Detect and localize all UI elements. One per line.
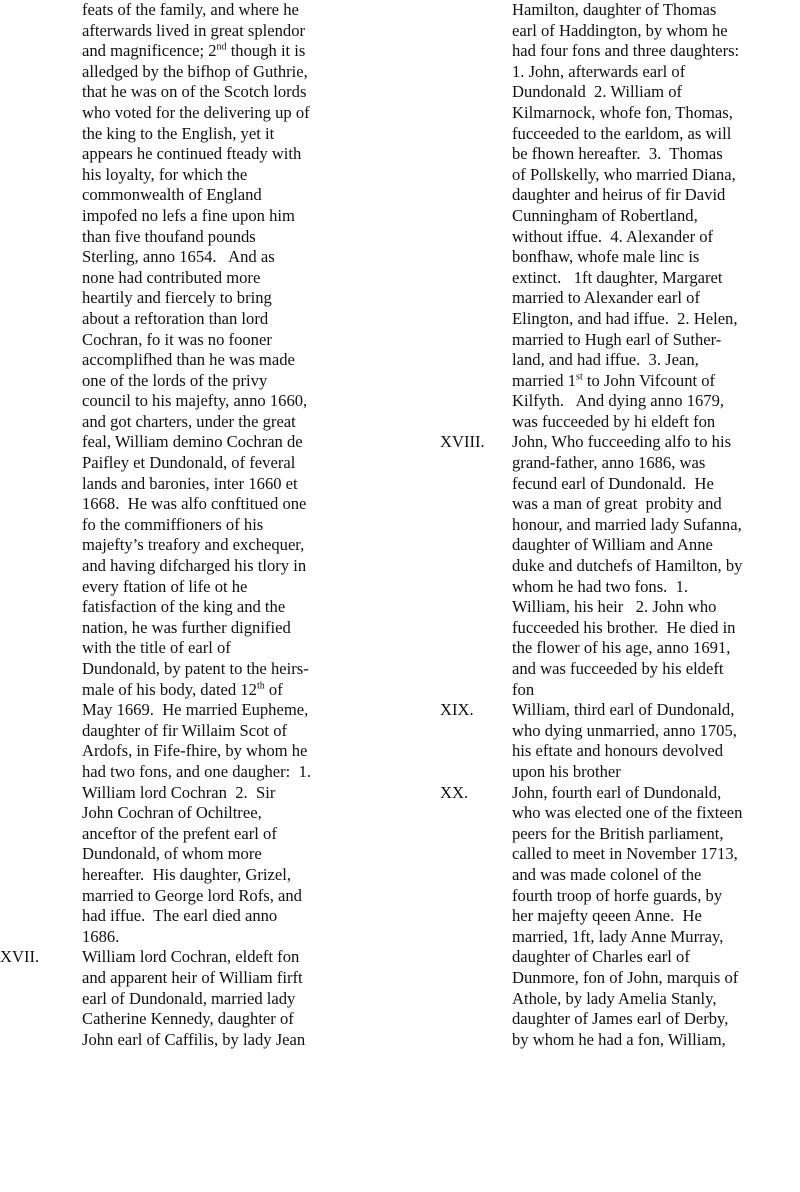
text-line: had two fons, and one daugher: 1. — [82, 761, 312, 781]
text-line: impofed no lefs a fine upon him — [82, 205, 295, 225]
text-line-with-superscript — [0, 41, 400, 62]
text-line: Kilfyth. And dying anno 1679, — [512, 391, 725, 411]
text-fragment: though it is — [226, 41, 306, 61]
text-line: alledged by the bifhop of Guthrie, — [82, 61, 308, 81]
text-line: none had contributed more — [82, 267, 261, 287]
text-line: peers for the British parliament, — [512, 823, 724, 843]
text-line: Sterling, anno 1654. And as — [82, 247, 275, 267]
text-line-with-superscript — [0, 680, 400, 701]
text-line: afterwards lived in great splendor — [82, 20, 306, 40]
superscript-nd: nd — [216, 41, 227, 53]
text-line: majefty’s treafory and exchequer, — [82, 535, 305, 555]
text-line: Hamilton, daughter of Thomas — [512, 0, 717, 19]
text-fragment: married 1 — [512, 370, 577, 390]
text-line: feal, William demino Cochran de — [82, 432, 303, 452]
left-continuation-text — [0, 0, 400, 947]
text-line: fatisfaction of the king and the — [82, 597, 286, 617]
text-line: John, Who fucceeding alfo to his — [512, 432, 732, 452]
text-line: had iffue. The earl died anno — [82, 906, 278, 926]
text-line: hereafter. His daughter, Grizel, — [82, 864, 291, 884]
text-line: his loyalty, for which the — [82, 164, 248, 184]
genealogy-entry-xx — [440, 783, 800, 1051]
text-line: John Cochran of Ochiltree, — [82, 803, 262, 823]
text-line: had four fons and three daughters: — [512, 41, 740, 61]
text-line: heartily and fiercely to bring — [82, 288, 272, 308]
text-line: about a reftoration than lord — [82, 308, 269, 328]
text-line: earl of Dundonald, married lady — [82, 988, 296, 1008]
text-line: was a man of great probity and — [512, 494, 722, 514]
text-line: married to George lord Rofs, and — [82, 885, 302, 905]
text-line: earl of Haddington, by whom he — [512, 20, 728, 40]
superscript-th: th — [256, 680, 265, 692]
text-line: and was made colonel of the — [512, 864, 702, 884]
genealogy-entry-xviii — [440, 432, 800, 700]
text-line: council to his majefty, anno 1660, — [82, 391, 308, 411]
text-line: who was elected one of the fixteen — [512, 803, 743, 823]
text-line: and got charters, under the great — [82, 411, 296, 431]
genealogy-entry-xvii — [0, 947, 400, 1050]
text-line: appears he continued fteady with — [82, 144, 302, 164]
text-line: May 1669. He married Eupheme, — [82, 700, 309, 720]
text-line: Dundonald, of whom more — [82, 844, 262, 864]
text-line: called to meet in November 1713, — [512, 844, 738, 864]
text-fragment: and magnificence; 2 — [82, 41, 217, 61]
text-line: upon his brother — [512, 761, 621, 781]
text-line: his eftate and honours devolved — [512, 741, 724, 761]
text-line: one of the lords of the privy — [82, 370, 268, 390]
text-line-with-superscript — [440, 371, 800, 392]
text-line: Athole, by lady Amelia Stanly, — [512, 988, 717, 1008]
left-column — [0, 0, 400, 1050]
text-line: daughter of Charles earl of — [512, 947, 690, 967]
text-line: that he was on of the Scotch lords — [82, 82, 307, 102]
text-line: be fhown hereafter. 3. Thomas — [512, 144, 723, 164]
text-line: whom he had two fons. 1. — [512, 576, 689, 596]
text-line: daughter of fir Willaim Scot of — [82, 720, 288, 740]
text-line: William, third earl of Dundonald, — [512, 700, 735, 720]
entry-text — [512, 700, 800, 782]
text-line: and apparent heir of William firft — [82, 967, 303, 987]
text-line: with the title of earl of — [82, 638, 231, 658]
text-line: John earl of Caffilis, by lady Jean — [82, 1029, 306, 1049]
text-line: Catherine Kennedy, daughter of — [82, 1009, 294, 1029]
text-line: William lord Cochran 2. Sir — [82, 782, 276, 802]
entry-text — [512, 783, 800, 1051]
superscript-st: st — [576, 371, 583, 383]
text-line: than five thoufand pounds — [82, 226, 256, 246]
text-line: daughter and heirus of fir David — [512, 185, 726, 205]
text-line: nation, he was further dignified — [82, 617, 291, 637]
text-line: 1. John, afterwards earl of — [512, 61, 686, 81]
text-line: by whom he had a fon, William, — [512, 1029, 726, 1049]
text-line: fucceeded his brother. He died in — [512, 617, 736, 637]
text-line: Dundonald 2. William of — [512, 82, 683, 102]
text-line: of Pollskelly, who married Diana, — [512, 164, 736, 184]
text-line: Dundonald, by patent to the heirs- — [82, 659, 309, 678]
text-line: William lord Cochran, eldeft fon — [82, 947, 300, 967]
text-line: who dying unmarried, anno 1705, — [512, 720, 737, 740]
text-line: her majefty qeeen Anne. He — [512, 906, 702, 926]
entry-text — [82, 947, 400, 1050]
text-line: commonwealth of England — [82, 185, 262, 205]
entry-numeral: XVIII. — [440, 432, 485, 452]
text-line: Cochran, fo it was no fooner — [82, 329, 272, 349]
text-line: lands and baronies, inter 1660 et — [82, 473, 298, 493]
text-line: extinct. 1ft daughter, Margaret — [512, 267, 723, 287]
text-line: without iffue. 4. Alexander of — [512, 226, 714, 246]
text-line: bonfhaw, whofe male linc is — [512, 247, 700, 267]
text-line: the king to the English, yet it — [82, 123, 275, 143]
text-line: married to Alexander earl of — [512, 288, 700, 308]
text-fragment: of — [264, 679, 283, 699]
entry-text — [512, 432, 800, 700]
entry-numeral: XX. — [440, 782, 469, 802]
text-line: Paifley et Dundonald, of feveral — [82, 453, 296, 473]
genealogy-entry-xix — [440, 700, 800, 782]
text-line: and having difcharged his tlory in — [82, 556, 307, 576]
text-line: fo the commiffioners of his — [82, 514, 264, 534]
text-line: the flower of his age, anno 1691, — [512, 638, 731, 658]
text-line: fon — [512, 679, 535, 699]
text-line: 1668. He was alfo conftitued one — [82, 494, 307, 514]
text-line: anceftor of the prefent earl of — [82, 823, 277, 843]
text-line: 1686. — [82, 926, 120, 946]
text-line: land, and had iffue. 3. Jean, — [512, 350, 699, 370]
text-line: feats of the family, and where he — [82, 0, 299, 19]
text-line: Ardofs, in Fife-fhire, by whom he — [82, 741, 308, 761]
text-line: who voted for the delivering up of — [82, 102, 310, 122]
text-line: fucceeded to the earldom, as will — [512, 123, 732, 143]
text-line: daughter of William and Anne — [512, 535, 713, 555]
text-line: married, 1ft, lady Anne Murray, — [512, 926, 724, 946]
text-line: married to Hugh earl of Suther- — [512, 329, 722, 349]
text-line: Cunningham of Robertland, — [512, 205, 698, 225]
text-line: fourth troop of horfe guards, by — [512, 885, 723, 905]
text-line: was fucceeded by hi eldeft fon — [512, 411, 716, 431]
text-fragment: to John Vifcount of — [582, 370, 716, 390]
text-line: fecund earl of Dundonald. He — [512, 473, 714, 493]
text-line: John, fourth earl of Dundonald, — [512, 782, 722, 802]
text-line: and was fucceeded by his eldeft — [512, 659, 724, 678]
text-line: Dunmore, fon of John, marquis of — [512, 967, 739, 987]
text-line: daughter of James earl of Derby, — [512, 1009, 729, 1029]
right-continuation-text — [440, 0, 800, 432]
text-line: duke and dutchefs of Hamilton, by — [512, 556, 743, 576]
text-fragment: male of his body, dated 12 — [82, 679, 257, 699]
text-line: grand-father, anno 1686, was — [512, 453, 706, 473]
text-line: honour, and married lady Sufanna, — [512, 514, 742, 534]
text-line: William, his heir 2. John who — [512, 597, 717, 617]
entry-numeral: XVII. — [0, 947, 40, 967]
text-line: Kilmarnock, whofe fon, Thomas, — [512, 102, 733, 122]
text-line: Elington, and had iffue. 2. Helen, — [512, 308, 738, 328]
entry-numeral: XIX. — [440, 700, 474, 720]
text-line: every ftation of life ot he — [82, 576, 248, 596]
text-line: accomplifhed than he was made — [82, 350, 295, 370]
right-column — [440, 0, 800, 1050]
